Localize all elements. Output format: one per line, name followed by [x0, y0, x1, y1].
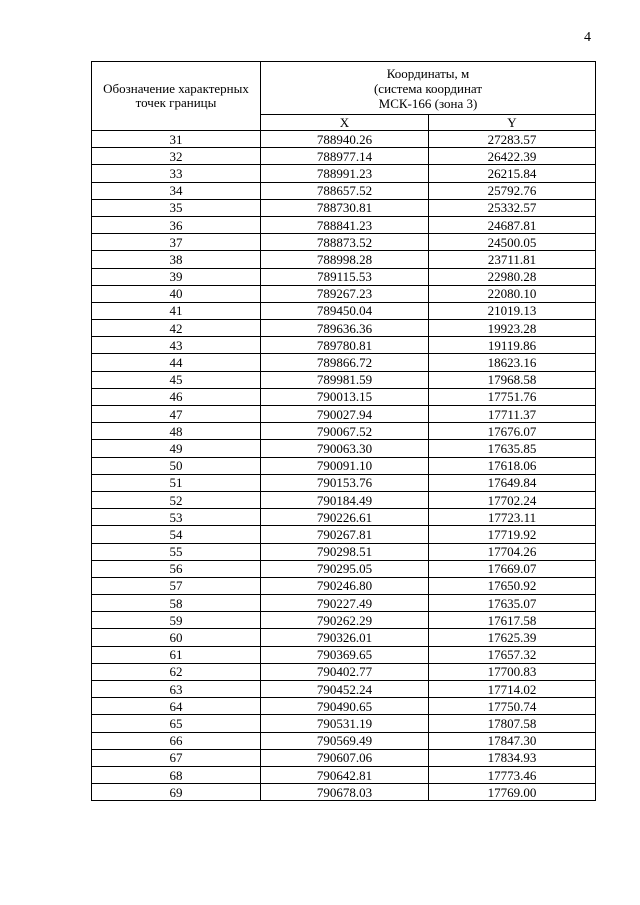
point-number-cell: 53 — [92, 509, 261, 526]
point-number-cell: 37 — [92, 234, 261, 251]
x-coordinate-cell: 790607.06 — [261, 749, 429, 766]
table-row — [92, 234, 596, 251]
x-coordinate-cell: 790531.19 — [261, 715, 429, 732]
x-coordinate-cell: 789981.59 — [261, 371, 429, 388]
point-number-cell: 31 — [92, 131, 261, 148]
x-coordinate-cell: 790027.94 — [261, 406, 429, 423]
coordinates-table — [91, 61, 596, 801]
y-coordinate-cell: 17676.07 — [429, 423, 596, 440]
table-row — [92, 285, 596, 302]
point-number-cell: 49 — [92, 440, 261, 457]
x-coordinate-cell: 790227.49 — [261, 595, 429, 612]
y-coordinate-cell: 22080.10 — [429, 285, 596, 302]
x-coordinate-cell: 790452.24 — [261, 681, 429, 698]
x-coordinate-cell: 790490.65 — [261, 698, 429, 715]
x-coordinate-cell: 790262.29 — [261, 612, 429, 629]
y-coordinate-cell: 17669.07 — [429, 560, 596, 577]
point-number-cell: 33 — [92, 165, 261, 182]
x-coordinate-cell: 788657.52 — [261, 182, 429, 199]
x-coordinate-cell: 788991.23 — [261, 165, 429, 182]
table-row — [92, 251, 596, 268]
coordinates-header-line1: Координаты, м — [386, 65, 470, 81]
point-number-cell: 44 — [92, 354, 261, 371]
point-number-cell: 52 — [92, 491, 261, 508]
x-coordinate-cell: 790091.10 — [261, 457, 429, 474]
table-row — [92, 388, 596, 405]
table-row — [92, 440, 596, 457]
point-number-cell: 54 — [92, 526, 261, 543]
table-row — [92, 165, 596, 182]
table-row — [92, 766, 596, 783]
table-row — [92, 491, 596, 508]
y-coordinate-cell: 17617.58 — [429, 612, 596, 629]
y-coordinate-cell: 17635.07 — [429, 595, 596, 612]
x-coordinate-cell: 790013.15 — [261, 388, 429, 405]
table-row — [92, 406, 596, 423]
x-coordinate-cell: 790063.30 — [261, 440, 429, 457]
point-number-cell: 40 — [92, 285, 261, 302]
x-coordinate-cell: 790246.80 — [261, 577, 429, 594]
point-number-cell: 35 — [92, 199, 261, 216]
table-row — [92, 509, 596, 526]
table-row — [92, 749, 596, 766]
point-number-cell: 50 — [92, 457, 261, 474]
table-row — [92, 663, 596, 680]
y-coordinate-cell: 26422.39 — [429, 148, 596, 165]
x-coordinate-cell: 789636.36 — [261, 320, 429, 337]
table-row — [92, 354, 596, 371]
x-coordinate-cell: 788977.14 — [261, 148, 429, 165]
point-number-cell: 65 — [92, 715, 261, 732]
y-coordinate-cell: 17625.39 — [429, 629, 596, 646]
y-coordinate-cell: 17714.02 — [429, 681, 596, 698]
x-coordinate-cell: 789866.72 — [261, 354, 429, 371]
y-coordinate-cell: 17719.92 — [429, 526, 596, 543]
y-coordinate-cell: 24500.05 — [429, 234, 596, 251]
table-row — [92, 371, 596, 388]
table-row — [92, 268, 596, 285]
table-row — [92, 423, 596, 440]
x-coordinate-cell: 790402.77 — [261, 663, 429, 680]
y-coordinate-cell: 17657.32 — [429, 646, 596, 663]
x-coordinate-cell: 789450.04 — [261, 302, 429, 319]
x-coordinate-cell: 790267.81 — [261, 526, 429, 543]
table-row — [92, 320, 596, 337]
page-number: 4 — [584, 30, 591, 45]
table-row — [92, 646, 596, 663]
coordinates-header — [261, 62, 596, 115]
x-coordinate-cell: 790369.65 — [261, 646, 429, 663]
x-coordinate-cell: 788998.28 — [261, 251, 429, 268]
y-coordinate-cell: 18623.16 — [429, 354, 596, 371]
point-number-cell: 51 — [92, 474, 261, 491]
table-row — [92, 131, 596, 148]
coordinates-header-line2: (система координат — [373, 80, 483, 96]
y-coordinate-cell: 17618.06 — [429, 457, 596, 474]
y-coordinate-cell: 17773.46 — [429, 766, 596, 783]
point-number-cell: 48 — [92, 423, 261, 440]
point-label-header: Обозначение характерных точек границы — [92, 62, 261, 131]
point-number-cell: 55 — [92, 543, 261, 560]
point-number-cell: 58 — [92, 595, 261, 612]
point-number-cell: 60 — [92, 629, 261, 646]
x-coordinate-cell: 790298.51 — [261, 543, 429, 560]
y-coordinate-cell: 17649.84 — [429, 474, 596, 491]
x-coordinate-cell: 790184.49 — [261, 491, 429, 508]
point-number-cell: 34 — [92, 182, 261, 199]
y-column-header: Y — [429, 115, 596, 131]
table-row — [92, 199, 596, 216]
x-coordinate-cell: 788873.52 — [261, 234, 429, 251]
table-row — [92, 560, 596, 577]
y-coordinate-cell: 19923.28 — [429, 320, 596, 337]
point-number-cell: 57 — [92, 577, 261, 594]
y-coordinate-cell: 17834.93 — [429, 749, 596, 766]
point-number-cell: 47 — [92, 406, 261, 423]
point-number-cell: 41 — [92, 302, 261, 319]
table-row — [92, 732, 596, 749]
table-row — [92, 629, 596, 646]
x-coordinate-cell: 790326.01 — [261, 629, 429, 646]
table-row — [92, 457, 596, 474]
table-row — [92, 148, 596, 165]
y-coordinate-cell: 23711.81 — [429, 251, 596, 268]
point-number-cell: 61 — [92, 646, 261, 663]
y-coordinate-cell: 21019.13 — [429, 302, 596, 319]
table-row — [92, 595, 596, 612]
y-coordinate-cell: 17723.11 — [429, 509, 596, 526]
y-coordinate-cell: 17968.58 — [429, 371, 596, 388]
y-coordinate-cell: 27283.57 — [429, 131, 596, 148]
y-coordinate-cell: 25332.57 — [429, 199, 596, 216]
table-row — [92, 715, 596, 732]
x-coordinate-cell: 790642.81 — [261, 766, 429, 783]
table-row — [92, 526, 596, 543]
x-coordinate-cell: 790153.76 — [261, 474, 429, 491]
point-number-cell: 45 — [92, 371, 261, 388]
point-number-cell: 42 — [92, 320, 261, 337]
point-number-cell: 59 — [92, 612, 261, 629]
y-coordinate-cell: 17704.26 — [429, 543, 596, 560]
table-row — [92, 474, 596, 491]
x-coordinate-cell: 789780.81 — [261, 337, 429, 354]
point-number-cell: 66 — [92, 732, 261, 749]
y-coordinate-cell: 17807.58 — [429, 715, 596, 732]
y-coordinate-cell: 25792.76 — [429, 182, 596, 199]
point-number-cell: 56 — [92, 560, 261, 577]
y-coordinate-cell: 17700.83 — [429, 663, 596, 680]
x-coordinate-cell: 788841.23 — [261, 216, 429, 233]
x-coordinate-cell: 790067.52 — [261, 423, 429, 440]
point-number-cell: 69 — [92, 784, 261, 801]
y-coordinate-cell: 17750.74 — [429, 698, 596, 715]
x-coordinate-cell: 790569.49 — [261, 732, 429, 749]
y-coordinate-cell: 17751.76 — [429, 388, 596, 405]
y-coordinate-cell: 17847.30 — [429, 732, 596, 749]
y-coordinate-cell: 17711.37 — [429, 406, 596, 423]
point-number-cell: 62 — [92, 663, 261, 680]
point-number-cell: 32 — [92, 148, 261, 165]
point-number-cell: 36 — [92, 216, 261, 233]
point-number-cell: 68 — [92, 766, 261, 783]
y-coordinate-cell: 17650.92 — [429, 577, 596, 594]
table-body — [92, 131, 596, 801]
table-row — [92, 681, 596, 698]
table-row — [92, 182, 596, 199]
x-coordinate-cell: 790678.03 — [261, 784, 429, 801]
x-coordinate-cell: 788940.26 — [261, 131, 429, 148]
table-row — [92, 698, 596, 715]
table-row — [92, 337, 596, 354]
table-row — [92, 612, 596, 629]
point-number-cell: 38 — [92, 251, 261, 268]
y-coordinate-cell: 22980.28 — [429, 268, 596, 285]
y-coordinate-cell: 19119.86 — [429, 337, 596, 354]
y-coordinate-cell: 17635.85 — [429, 440, 596, 457]
point-number-cell: 46 — [92, 388, 261, 405]
y-coordinate-cell: 26215.84 — [429, 165, 596, 182]
x-coordinate-cell: 790295.05 — [261, 560, 429, 577]
table-row — [92, 543, 596, 560]
point-number-cell: 63 — [92, 681, 261, 698]
x-column-header: X — [261, 115, 429, 131]
table-row — [92, 302, 596, 319]
x-coordinate-cell: 789115.53 — [261, 268, 429, 285]
x-coordinate-cell: 789267.23 — [261, 285, 429, 302]
y-coordinate-cell: 17702.24 — [429, 491, 596, 508]
point-number-cell: 43 — [92, 337, 261, 354]
coordinates-header-line3: МСК-166 (зона 3) — [378, 95, 478, 111]
point-number-cell: 67 — [92, 749, 261, 766]
table-row — [92, 577, 596, 594]
point-number-cell: 64 — [92, 698, 261, 715]
y-coordinate-cell: 17769.00 — [429, 784, 596, 801]
table-row — [92, 216, 596, 233]
y-coordinate-cell: 24687.81 — [429, 216, 596, 233]
x-coordinate-cell: 790226.61 — [261, 509, 429, 526]
point-number-cell: 39 — [92, 268, 261, 285]
table-row — [92, 784, 596, 801]
table-header-row — [92, 62, 596, 115]
x-coordinate-cell: 788730.81 — [261, 199, 429, 216]
